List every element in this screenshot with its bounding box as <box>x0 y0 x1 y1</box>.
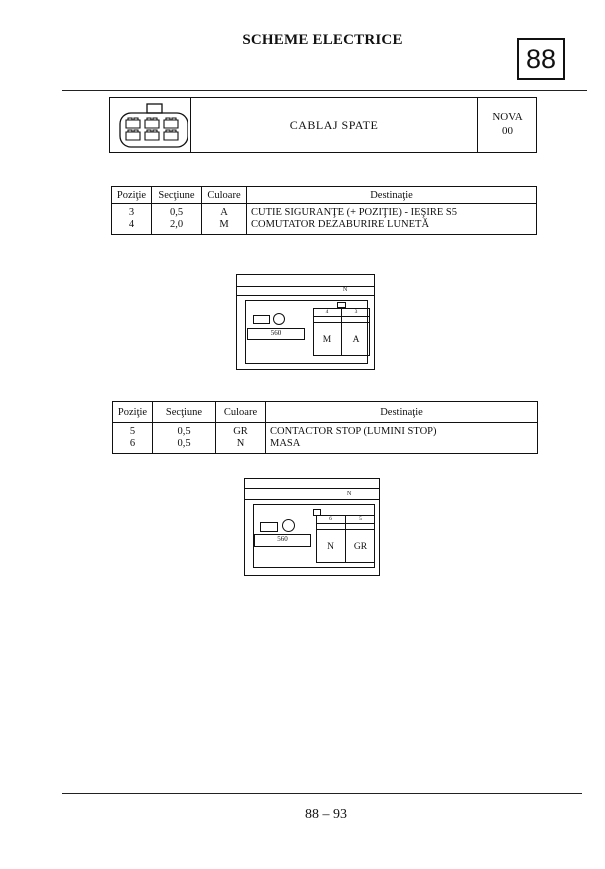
circle-symbol <box>273 313 285 325</box>
cell-position: 3 <box>112 204 152 220</box>
cell-color: N <box>216 438 266 454</box>
pin-number: 5 <box>359 516 362 522</box>
part-label: 560 <box>270 329 282 337</box>
connector-view-1 <box>236 274 375 370</box>
fuse-symbol <box>253 315 270 324</box>
label-n: N <box>347 491 352 497</box>
col-header-color: Culoare <box>216 402 266 423</box>
table-header-row <box>113 402 538 423</box>
chapter-number-box: 88 <box>517 38 565 80</box>
page-number: 88 – 93 <box>305 807 347 822</box>
connector-view-2 <box>244 478 380 576</box>
pin-color: N <box>327 542 334 552</box>
pin-divider <box>345 515 346 563</box>
header-rule <box>62 90 587 91</box>
connector-band-line <box>245 488 379 489</box>
cell-destination: CONTACTOR STOP (LUMINI STOP) <box>266 423 538 439</box>
pin-number: 3 <box>354 309 358 315</box>
table-row <box>113 438 538 454</box>
cell-position: 5 <box>113 423 153 439</box>
pin-divider <box>341 308 342 356</box>
pin-color: M <box>322 335 332 345</box>
table-row <box>112 204 537 220</box>
table-row <box>113 423 538 439</box>
pin-color: A <box>352 335 360 345</box>
version-line-1: NOVA <box>492 111 523 123</box>
cell-color: GR <box>216 423 266 439</box>
col-header-section: Secţiune <box>152 187 202 204</box>
col-header-position: Poziţie <box>113 402 153 423</box>
pin-table-1 <box>111 186 537 235</box>
cell-position: 4 <box>112 219 152 235</box>
part-label: 560 <box>277 535 288 543</box>
page-title: SCHEME ELECTRICE <box>242 32 403 48</box>
table-header-row <box>112 187 537 204</box>
cell-destination: COMUTATOR DEZABURIRE LUNETĂ <box>247 219 537 235</box>
cell-section: 0,5 <box>152 204 202 220</box>
cell-color: A <box>202 204 247 220</box>
connector-band-line <box>237 286 374 287</box>
col-header-position: Poziţie <box>112 187 152 204</box>
circle-symbol <box>282 519 295 532</box>
col-header-color: Culoare <box>202 187 247 204</box>
pin-number: 4 <box>325 309 329 315</box>
pin-number: 6 <box>329 516 332 522</box>
label-n: N <box>343 287 348 293</box>
version-line-2: 00 <box>502 125 513 137</box>
component-version <box>479 110 536 138</box>
cell-destination: CUTIE SIGURANŢE (+ POZIŢIE) - IEŞIRE S5 <box>247 204 537 220</box>
pin-color: GR <box>353 542 368 552</box>
table-row <box>112 219 537 235</box>
cell-position: 6 <box>113 438 153 454</box>
cell-section: 2,0 <box>152 219 202 235</box>
component-name: CABLAJ SPATE <box>289 118 379 132</box>
col-header-destination: Destinaţie <box>247 187 537 204</box>
connector-icon <box>114 102 188 150</box>
cell-section: 0,5 <box>153 438 216 454</box>
col-header-section: Secţiune <box>153 402 216 423</box>
connector-band-line <box>237 295 374 296</box>
connector-band-line <box>245 499 379 500</box>
pin-table-2 <box>112 401 538 454</box>
component-header-box <box>109 97 537 153</box>
footer-rule <box>62 793 582 794</box>
cell-color: M <box>202 219 247 235</box>
col-header-destination: Destinaţie <box>266 402 538 423</box>
cell-destination: MASA <box>266 438 538 454</box>
cell-section: 0,5 <box>153 423 216 439</box>
fuse-symbol <box>260 522 278 532</box>
